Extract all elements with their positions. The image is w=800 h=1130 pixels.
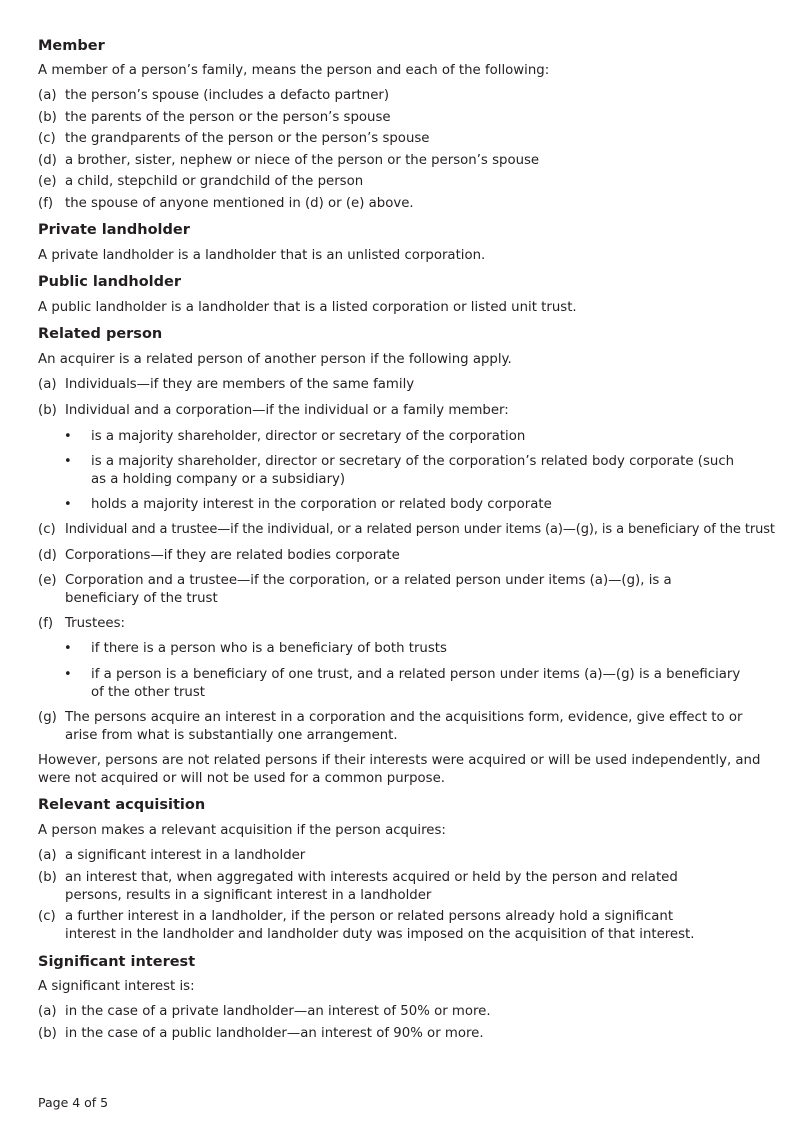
section-heading-member: Member <box>38 38 105 54</box>
list-item: a significant interest in a landholder <box>65 848 306 863</box>
bullet-icon: • <box>64 641 72 656</box>
significant-interest-intro: A significant interest is: <box>38 979 195 994</box>
list-label: (b) <box>38 110 57 125</box>
section-heading-relevant-acquisition: Relevant acquisition <box>38 797 206 813</box>
list-item: in the case of a private landholder—an interest of 50% or more. <box>65 1004 491 1019</box>
list-item: Individual and a corporation—if the individual or a family member: <box>65 403 509 418</box>
list-label: (a) <box>38 848 57 863</box>
related-person-closing: However, persons are not related persons if their interests were acquired or will be used independently, and were not acquired or will not be used for a common purpose. <box>38 753 761 786</box>
page-number: Page 4 of 5 <box>38 1095 109 1110</box>
list-label: (b) <box>38 1026 57 1041</box>
list-label: (a) <box>38 377 57 392</box>
list-label: (f) <box>38 616 54 631</box>
list-label: (d) <box>38 153 57 168</box>
list-item: a brother, sister, nephew or niece of the person or the person’s spouse <box>65 153 540 168</box>
bullet-icon: • <box>64 454 72 469</box>
list-label: (b) <box>38 403 57 418</box>
list-item: the person’s spouse (includes a defacto partner) <box>65 88 390 103</box>
list-item: the grandparents of the person or the person’s spouse <box>65 131 430 146</box>
bullet-icon: • <box>64 429 72 444</box>
list-item: Trustees: <box>65 616 125 631</box>
list-item: the spouse of anyone mentioned in (d) or (e) above. <box>65 196 414 211</box>
list-label: (c) <box>38 909 56 924</box>
list-item: Corporations—if they are related bodies corporate <box>65 548 400 563</box>
list-item: the parents of the person or the person’s spouse <box>65 110 391 125</box>
list-label: (g) <box>38 710 57 725</box>
section-heading-private-landholder: Private landholder <box>38 222 190 238</box>
public-landholder-text: A public landholder is a landholder that is a listed corporation or listed unit trust. <box>38 300 577 315</box>
list-item: Individuals—if they are members of the same family <box>65 377 415 392</box>
list-label: (b) <box>38 870 57 885</box>
private-landholder-text: A private landholder is a landholder that is an unlisted corporation. <box>38 248 486 263</box>
list-item: Corporation and a trustee—if the corporation, or a related person under items (a)—(g), is a beneficiary of the trust <box>65 573 672 606</box>
list-item: in the case of a public landholder—an interest of 90% or more. <box>65 1026 484 1041</box>
related-person-intro: An acquirer is a related person of another person if the following apply. <box>38 352 512 367</box>
bullet-item: is a majority shareholder, director or secretary of the corporation’s related body corporate (such as a holding company or a subsidiary) <box>91 454 735 487</box>
list-item: The persons acquire an interest in a corporation and the acquisitions form, evidence, give effect to or arise from what is substantially one arrangement. <box>65 710 743 743</box>
list-label: (a) <box>38 1004 57 1019</box>
section-heading-public-landholder: Public landholder <box>38 274 181 290</box>
list-label: (c) <box>38 522 56 537</box>
bullet-item: is a majority shareholder, director or secretary of the corporation <box>91 429 526 444</box>
list-label: (d) <box>38 548 57 563</box>
list-item: a further interest in a landholder, if the person or related persons already hold a significant interest in the landholder and landholder duty was imposed on the acquisition of that interest. <box>65 909 695 942</box>
bullet-item: if a person is a beneficiary of one trust, and a related person under items (a)—(g) is a beneficiary of the other trust <box>91 667 741 700</box>
bullet-item: if there is a person who is a beneficiary of both trusts <box>91 641 447 656</box>
list-item: a child, stepchild or grandchild of the person <box>65 174 364 189</box>
list-label: (e) <box>38 174 57 189</box>
list-item: an interest that, when aggregated with interests acquired or held by the person and related persons, results in a significant interest in a landholder <box>65 870 678 903</box>
list-label: (f) <box>38 196 54 211</box>
list-label: (c) <box>38 131 56 146</box>
list-item: Individual and a trustee—if the individual, or a related person under items (a)—(g), is a beneficiary of the trust <box>65 522 775 537</box>
bullet-icon: • <box>64 497 72 512</box>
bullet-icon: • <box>64 667 72 682</box>
section-heading-significant-interest: Significant interest <box>38 954 196 970</box>
list-label: (a) <box>38 88 57 103</box>
bullet-item: holds a majority interest in the corporation or related body corporate <box>91 497 552 512</box>
list-label: (e) <box>38 573 57 588</box>
section-heading-related-person: Related person <box>38 326 163 342</box>
member-intro: A member of a person’s family, means the person and each of the following: <box>38 63 550 78</box>
relevant-acquisition-intro: A person makes a relevant acquisition if the person acquires: <box>38 823 446 838</box>
